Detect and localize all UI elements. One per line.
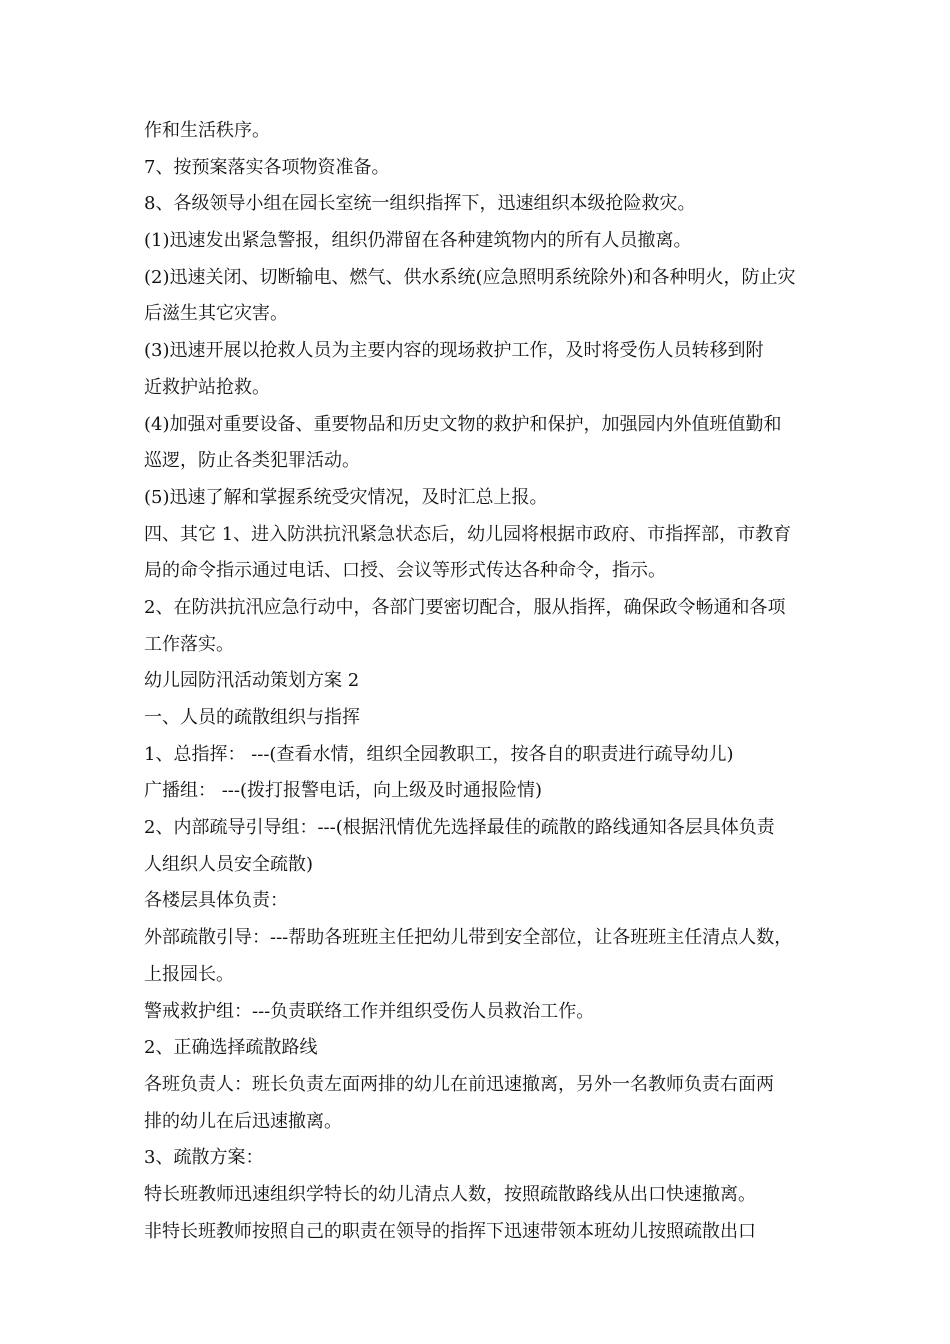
text-line: (2)迅速关闭、切断输电、燃气、供水系统(应急照明系统除外)和各种明火，防止灾 [144, 266, 796, 288]
text-line: 作和生活秩序。 [144, 120, 270, 141]
text-line: 2、内部疏导引导组：---(根据汛情优先选择最佳的疏散的路线通知各层具体负责 [144, 817, 775, 839]
text-line: 3、疏散方案： [144, 1147, 264, 1169]
section-title: 幼儿园防汛活动策划方案 2 [144, 670, 360, 692]
text-line: 非特长班教师按照自己的职责在领导的指挥下迅速带领本班幼儿按照疏散出口 [144, 1220, 756, 1242]
text-line: 8、各级领导小组在园长室统一组织指挥下，迅速组织本级抢险救灾。 [144, 193, 696, 215]
text-line: 2、正确选择疏散路线 [144, 1037, 318, 1059]
text-line: 各班负责人：班长负责左面两排的幼儿在前迅速撤离，另外一名教师负责右面两 [144, 1073, 774, 1095]
text-line: 2、在防洪抗汛应急行动中，各部门要密切配合，服从指挥，确保政令畅通和各项 [144, 596, 786, 618]
text-line: 工作落实。 [144, 633, 234, 655]
text-line: 7、按预案落实各项物资准备。 [144, 156, 390, 178]
text-line: 后滋生其它灾害。 [144, 303, 288, 325]
text-line: (5)迅速了解和掌握系统受灾情况，及时汇总上报。 [144, 486, 548, 508]
text-line: (3)迅速开展以抢救人员为主要内容的现场救护工作，及时将受伤人员转移到附 [144, 340, 764, 362]
text-line: 排的幼儿在后迅速撤离。 [144, 1110, 342, 1132]
text-line: 1、总指挥： ---(查看水情，组织全园教职工，按各自的职责进行疏导幼儿) [144, 743, 734, 765]
text-line: 人组织人员安全疏散) [144, 853, 314, 875]
text-line: (4)加强对重要设备、重要物品和历史文物的救护和保护，加强园内外值班值勤和 [144, 413, 782, 435]
text-line: 四、其它 1、进入防洪抗汛紧急状态后，幼儿园将根据市政府、市指挥部，市教育 [144, 523, 792, 545]
text-line: (1)迅速发出紧急警报，组织仍滞留在各种建筑物内的所有人员撤离。 [144, 230, 692, 252]
text-line: 巡逻，防止各类犯罪活动。 [144, 450, 360, 472]
text-line: 局的命令指示通过电话、口授、会议等形式传达各种命令，指示。 [144, 560, 666, 582]
text-line: 近救护站抢救。 [144, 376, 270, 398]
document-body [144, 113, 820, 1250]
text-line: 外部疏散引导：---帮助各班班主任把幼儿带到安全部位，让各班班主任清点人数， [144, 927, 793, 949]
text-line: 上报园长。 [144, 963, 234, 985]
text-line: 广播组： ---(拨打报警电话，向上级及时通报险情) [144, 780, 543, 802]
text-line: 各楼层具体负责： [144, 890, 288, 912]
text-line: 一、人员的疏散组织与指挥 [144, 707, 360, 728]
text-line: 特长班教师迅速组织学特长的幼儿清点人数，按照疏散路线从出口快速撤离。 [144, 1183, 756, 1205]
text-line: 警戒救护组：---负责联络工作并组织受伤人员救治工作。 [144, 1000, 595, 1022]
